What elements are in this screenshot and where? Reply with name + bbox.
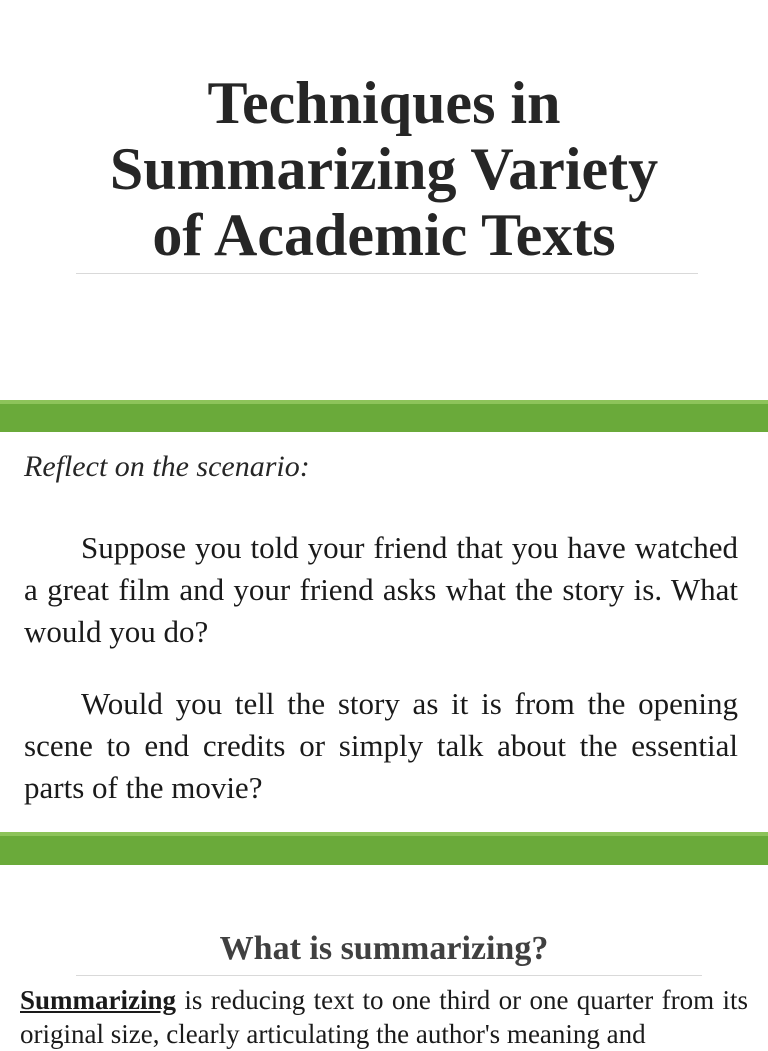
title-slide (0, 0, 768, 400)
slide-title-line-1: Techniques in (207, 70, 561, 136)
slide-title (60, 70, 708, 268)
definition-body: is reducing text to one third or one quarter from its original size, clearly articulating the author's meaning and (20, 985, 748, 1049)
scenario-paragraph-1: Suppose you told your friend that you have watched a great film and your friend asks what the story is. What would you do? (24, 530, 738, 649)
green-separator-bar (0, 400, 768, 432)
scenario-paragraph-2: Would you tell the story as it is from the opening scene to end credits or simply talk about the essential parts of the movie? (24, 686, 738, 805)
slide-title-line-2: Summarizing Variety (109, 136, 659, 202)
definition-heading: What is summarizing? (219, 930, 549, 967)
definition-text (20, 983, 748, 1051)
green-separator-bar (0, 832, 768, 865)
separator-highlight (0, 832, 768, 836)
definition-slide (0, 865, 768, 1049)
title-divider (76, 273, 698, 274)
reflect-prompt: Reflect on the scenario: (24, 450, 310, 483)
heading-divider (76, 975, 702, 976)
slide-title-line-3: of Academic Texts (152, 202, 616, 268)
separator-highlight (0, 400, 768, 404)
scenario-slide (0, 432, 768, 832)
defined-term: Summarizing (20, 985, 177, 1015)
